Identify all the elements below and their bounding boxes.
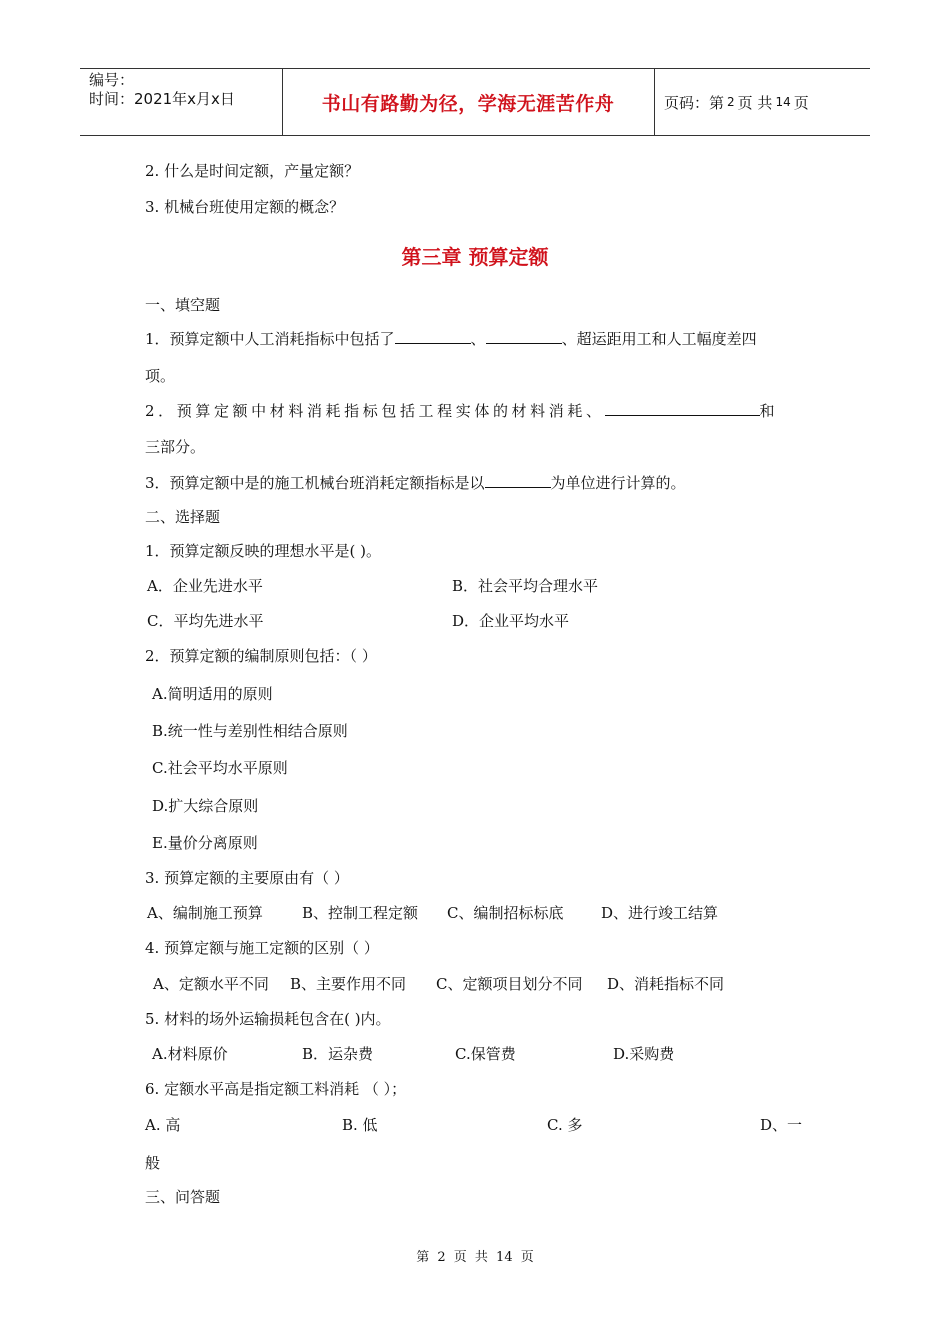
option-1a: A．企业先进水平 — [147, 577, 263, 595]
answer-blank — [486, 328, 562, 344]
answer-blank — [395, 328, 471, 344]
choice-question-4: 4. 预算定额与施工定额的区别（ ） — [145, 939, 379, 957]
header-divider-2 — [654, 68, 655, 136]
fill-question-2: 2．预算定额中材料消耗指标包括工程实体的材料消耗、 和 — [145, 402, 779, 420]
choice-question-2: 2．预算定额的编制原则包括：（ ） — [145, 647, 377, 665]
header-page-info — [664, 68, 809, 136]
choice-question-1: 1．预算定额反映的理想水平是( )。 — [145, 542, 382, 560]
option-6b: B. 低 — [342, 1116, 378, 1134]
option-6a: A. 高 — [145, 1116, 181, 1134]
option-4a: A、定额水平不同 — [153, 975, 269, 993]
serial-label: 编号： — [89, 71, 135, 89]
page-number: 2 — [727, 95, 735, 109]
option-3d: D、进行竣工结算 — [601, 904, 719, 922]
option-5c: C.保管费 — [455, 1045, 516, 1063]
option-3c: C、编制招标标底 — [447, 904, 564, 922]
option-1d: D．企业平均水平 — [452, 612, 570, 630]
option-1c: C．平均先进水平 — [147, 612, 264, 630]
option-2c: C.社会平均水平原则 — [152, 759, 288, 777]
option-5d: D.采购费 — [613, 1045, 675, 1063]
option-6c: C. 多 — [547, 1116, 583, 1134]
option-4c: C、定额项目划分不同 — [436, 975, 583, 993]
answer-blank — [485, 472, 551, 488]
chapter-title: 第三章 预算定额 — [401, 245, 549, 269]
option-6d-wrap: 般 — [145, 1154, 161, 1172]
page-mid: 页 共 — [737, 93, 773, 112]
section3-heading: 三、问答题 — [145, 1188, 221, 1206]
header-motto: 书山有路勤为径，学海无涯苦作舟 — [321, 92, 615, 115]
option-3b: B、控制工程定额 — [302, 904, 419, 922]
time-label: 时间：2021年x月x日 — [89, 90, 235, 108]
section1-heading: 一、填空题 — [145, 296, 221, 314]
option-1b: B．社会平均合理水平 — [452, 577, 599, 595]
prev-question-2: 2. 什么是时间定额，产量定额？ — [145, 162, 360, 180]
fill-question-1: 1．预算定额中人工消耗指标中包括了 、 、超运距用工和人工幅度差四 — [145, 330, 757, 348]
option-6d: D、一 — [760, 1116, 803, 1134]
prev-question-3: 3. 机械台班使用定额的概念？ — [145, 198, 345, 216]
page-header — [80, 68, 870, 136]
answer-blank — [605, 400, 760, 416]
page-total: 14 — [775, 95, 791, 109]
option-5a: A.材料原价 — [152, 1045, 228, 1063]
option-2d: D.扩大综合原则 — [152, 797, 259, 815]
option-2a: A.简明适用的原则 — [152, 685, 273, 703]
choice-question-5: 5. 材料的场外运输损耗包含在( )内。 — [145, 1010, 391, 1028]
page-suffix: 页 — [793, 93, 809, 112]
header-meta — [89, 71, 235, 109]
fill-question-2-wrap: 三部分。 — [145, 438, 206, 456]
option-2b: B.统一性与差别性相结合原则 — [152, 722, 348, 740]
fill-question-1-wrap: 项。 — [145, 367, 176, 385]
option-3a: A、编制施工预算 — [147, 904, 263, 922]
option-5b: B．运杂费 — [302, 1045, 374, 1063]
page-prefix: 页码：第 — [664, 93, 725, 112]
option-4d: D、消耗指标不同 — [607, 975, 725, 993]
section2-heading: 二、选择题 — [145, 508, 221, 526]
fill-question-3: 3．预算定额中是的施工机械台班消耗定额指标是以 为单位进行计算的。 — [145, 474, 686, 492]
choice-question-6: 6. 定额水平高是指定额工料消耗 （ ）； — [145, 1080, 407, 1098]
choice-question-3: 3. 预算定额的主要原由有（ ） — [145, 869, 349, 887]
page-footer: 第 2 页 共 14 页 — [416, 1250, 534, 1265]
option-4b: B、主要作用不同 — [290, 975, 407, 993]
option-2e: E.量价分离原则 — [152, 834, 258, 852]
